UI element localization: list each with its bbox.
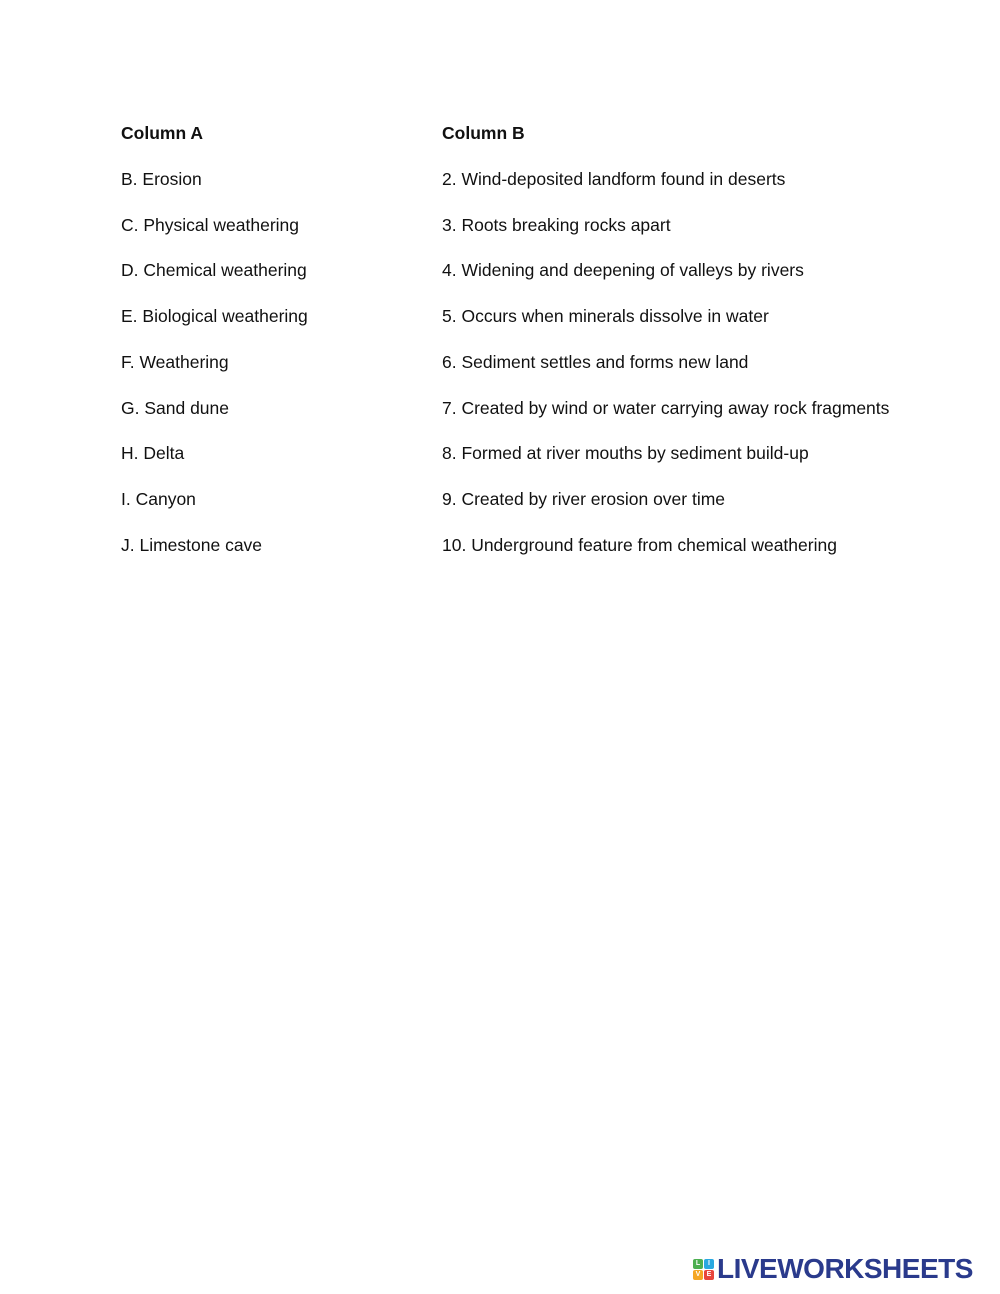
liveworksheets-logo-text: LIVEWORKSHEETS <box>717 1253 973 1284</box>
column-a-item: G. Sand dune <box>121 397 229 418</box>
column-b-item: 7. Created by wind or water carrying away rock fragments <box>442 397 890 418</box>
column-b-item: 9. Created by river erosion over time <box>442 489 726 509</box>
column-a-item: J. Limestone cave <box>121 534 263 555</box>
column-b-item: 2. Wind-deposited landform found in deserts <box>442 168 786 189</box>
column-b-header: Column B <box>442 123 525 143</box>
column-a-item: E. Biological weathering <box>121 306 308 326</box>
column-a <box>121 121 421 579</box>
column-b-item: 5. Occurs when minerals dissolve in water <box>442 306 769 326</box>
column-a-item: D. Chemical weathering <box>121 260 307 281</box>
column-b-item: 3. Roots breaking rocks apart <box>442 214 671 235</box>
liveworksheets-logo-icon <box>693 1259 714 1280</box>
column-a-header: Column A <box>121 123 203 143</box>
column-b-item: 8. Formed at river mouths by sediment build-up <box>442 443 809 464</box>
column-b <box>442 121 982 579</box>
logo-tile-i: I <box>704 1259 714 1269</box>
column-a-item: F. Weathering <box>121 351 229 372</box>
column-a-item: H. Delta <box>121 443 185 464</box>
column-a-item: B. Erosion <box>121 168 202 189</box>
column-b-item: 6. Sediment settles and forms new land <box>442 351 749 372</box>
liveworksheets-logo <box>693 1254 973 1284</box>
column-b-item: 10. Underground feature from chemical weathering <box>442 534 837 555</box>
column-a-item: C. Physical weathering <box>121 214 299 235</box>
logo-tile-l: L <box>693 1259 703 1269</box>
column-b-item: 4. Widening and deepening of valleys by rivers <box>442 260 804 281</box>
logo-tile-v: V <box>693 1270 703 1280</box>
column-a-item: I. Canyon <box>121 489 196 509</box>
logo-tile-e: E <box>704 1270 714 1280</box>
